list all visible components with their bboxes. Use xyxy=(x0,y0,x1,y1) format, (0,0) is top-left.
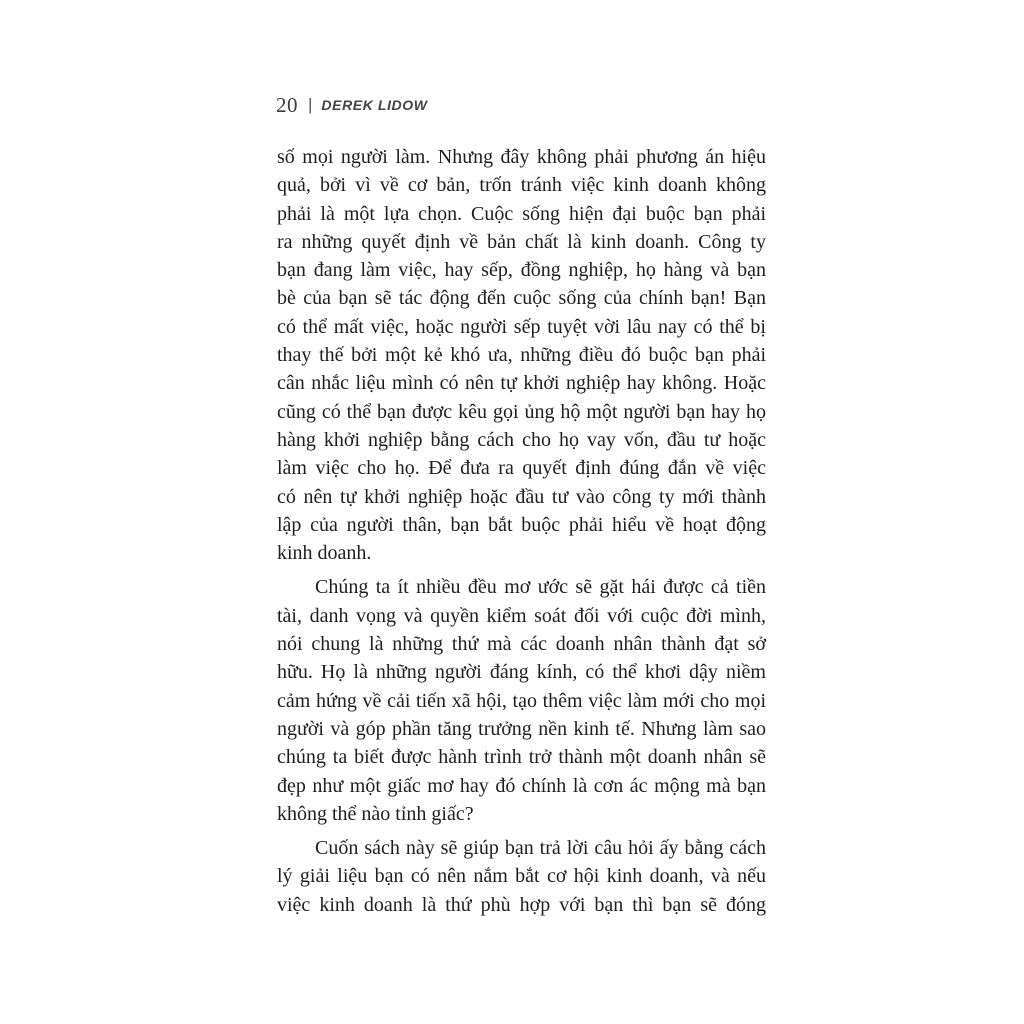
text-line: ra những quyết định về bản chất là kinh doanh. Công ty xyxy=(277,230,766,253)
text-line: bạn đang làm việc, hay sếp, đồng nghiệp, họ hàng và bạn xyxy=(277,259,766,282)
text-line: phải là một lựa chọn. Cuộc sống hiện đại buộc bạn phải xyxy=(277,202,766,225)
text-line: bè của bạn sẽ tác động đến cuộc sống của chính bạn! Bạn xyxy=(277,287,766,310)
text-line: có thể mất việc, hoặc người sếp tuyệt vời lâu nay có thể bị xyxy=(277,315,766,338)
text-line: hữu. Họ là những người đáng kính, có thể khơi dậy niềm xyxy=(277,661,766,684)
paragraph xyxy=(277,573,766,828)
text-line: kinh doanh. xyxy=(277,542,372,565)
text-line: cũng có thể bạn được kêu gọi ủng hộ một người bạn hay họ xyxy=(277,400,766,423)
page-number: 20 xyxy=(276,92,298,117)
text-line: quả, bởi vì về cơ bản, trốn tránh việc kinh doanh không xyxy=(277,174,766,197)
text-line: người và góp phần tăng trưởng nền kinh tế. Nhưng làm sao xyxy=(277,717,766,740)
paragraph xyxy=(277,834,766,919)
body-text xyxy=(277,143,766,925)
text-line: làm việc cho họ. Để đưa ra quyết định đúng đắn về việc xyxy=(277,457,766,480)
text-line: lý giải liệu bạn có nên nắm bắt cơ hội kinh doanh, và nếu xyxy=(277,865,766,888)
text-line: số mọi người làm. Nhưng đây không phải phương án hiệu xyxy=(277,146,766,168)
running-head xyxy=(276,91,428,119)
text-line: việc kinh doanh là thứ phù hợp với bạn thì bạn sẽ đóng xyxy=(277,893,766,916)
text-line: cảm hứng về cải tiến xã hội, tạo thêm việc làm mới cho mọi xyxy=(277,689,766,712)
text-line: cân nhắc liệu mình có nên tự khởi nghiệp hay không. Hoặc xyxy=(277,372,766,395)
header-separator: | xyxy=(308,95,313,114)
text-line: đẹp như một giấc mơ hay đó chính là cơn ác mộng mà bạn xyxy=(277,774,766,797)
text-line: chúng ta biết được hành trình trở thành một doanh nhân sẽ xyxy=(277,746,766,769)
author-name: DEREK LIDOW xyxy=(321,97,428,113)
paragraph xyxy=(277,143,766,567)
text-line: tài, danh vọng và quyền kiểm soát đối với cuộc đời mình, xyxy=(277,604,766,627)
text-line: lập của người thân, bạn bắt buộc phải hiểu về hoạt động xyxy=(277,513,766,536)
text-line: Cuốn sách này sẽ giúp bạn trả lời câu hỏi ấy bằng cách xyxy=(315,837,766,860)
text-line: Chúng ta ít nhiều đều mơ ước sẽ gặt hái được cả tiền xyxy=(315,576,766,599)
text-line: hàng khởi nghiệp bằng cách cho họ vay vốn, đầu tư hoặc xyxy=(277,428,766,451)
text-line: không thể nào tỉnh giấc? xyxy=(277,802,474,825)
text-line: có nên tự khởi nghiệp hoặc đầu tư vào công ty mới thành xyxy=(277,485,766,508)
text-line: nói chung là những thứ mà các doanh nhân thành đạt sở xyxy=(277,633,766,656)
text-line: thay thế bởi một kẻ khó ưa, những điều đó buộc bạn phải xyxy=(277,344,766,367)
